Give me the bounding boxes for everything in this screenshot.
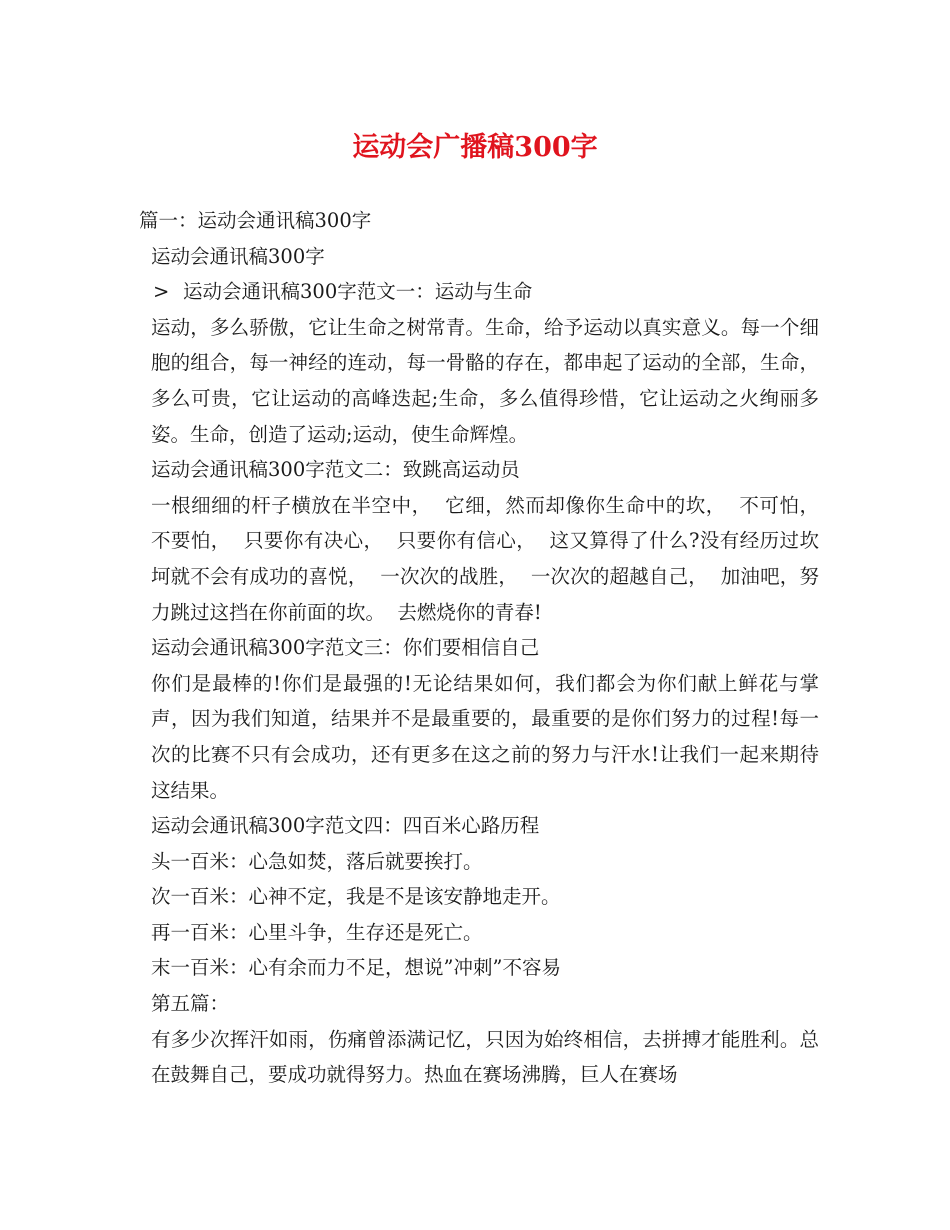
subheading-5: 第五篇： — [151, 992, 230, 1016]
paragraph-5: 有多少次挥汗如雨，伤痛曾添满记忆，只因为始终相信，去拼搏才能胜利。总在鼓舞自己，要成功就得努力。热血在赛场沸腾，巨人在赛场 — [151, 1027, 819, 1087]
subheading-2: 运动会通讯稿300字范文二：致跳高运动员 — [151, 458, 520, 482]
paragraph-3: 你们是最棒的!你们是最强的!无论结果如何，我们都会为你们献上鲜花与掌声，因为我们知道，结果并不是最重要的，最重要的是你们努力的过程!每一次的比赛不只有会成功，还有更多在这之前的努力与汗水!让我们一起来期待这结果。 — [151, 671, 819, 802]
subheading-3: 运动会通讯稿300字范文三：你们要相信自己 — [151, 636, 540, 660]
bullet-item-text: 运动会通讯稿300字范文一：运动与生命 — [183, 280, 533, 304]
race-line-2: 次一百米：心神不定，我是不是该安静地走开。 — [151, 885, 561, 909]
subheading-article: 运动会通讯稿300字 — [151, 244, 325, 268]
race-line-1: 头一百米：心急如焚，落后就要挨打。 — [151, 849, 483, 873]
race-line-3: 再一百米：心里斗争，生存还是死亡。 — [151, 920, 483, 944]
paragraph-1: 运动，多么骄傲，它让生命之树常青。生命，给予运动以真实意义。每一个细胞的组合，每一神经的连动，每一骨骼的存在，都串起了运动的全部，生命，多么可贵，它让运动的高峰迭起;生命，多么值得珍惜，它让运动之火绚丽多姿。生命，创造了运动;运动，使生命辉煌。 — [151, 315, 819, 446]
race-line-4: 末一百米：心有余而力不足，想说”冲刺”不容易 — [151, 956, 561, 980]
subheading-4: 运动会通讯稿300字范文四：四百米心路历程 — [151, 814, 540, 838]
paragraph-2: 一根细细的杆子横放在半空中， 它细，然而却像你生命中的坎， 不可怕，不要怕， 只要你有决心， 只要你有信心， 这又算得了什么?没有经历过坎坷就不会有成功的喜悦， 一次次的战胜， 一次次的超越自己， 加油吧，努力跳过这挡在你前面的坎。 去燃烧你的青春! — [151, 493, 819, 624]
bullet-arrow-icon: > — [153, 280, 170, 304]
bullet-item — [139, 274, 819, 310]
document-body — [139, 203, 819, 1093]
section-heading-1: 篇一：运动会通讯稿300字 — [139, 209, 372, 232]
document-title: 运动会广播稿300字 — [352, 132, 598, 163]
